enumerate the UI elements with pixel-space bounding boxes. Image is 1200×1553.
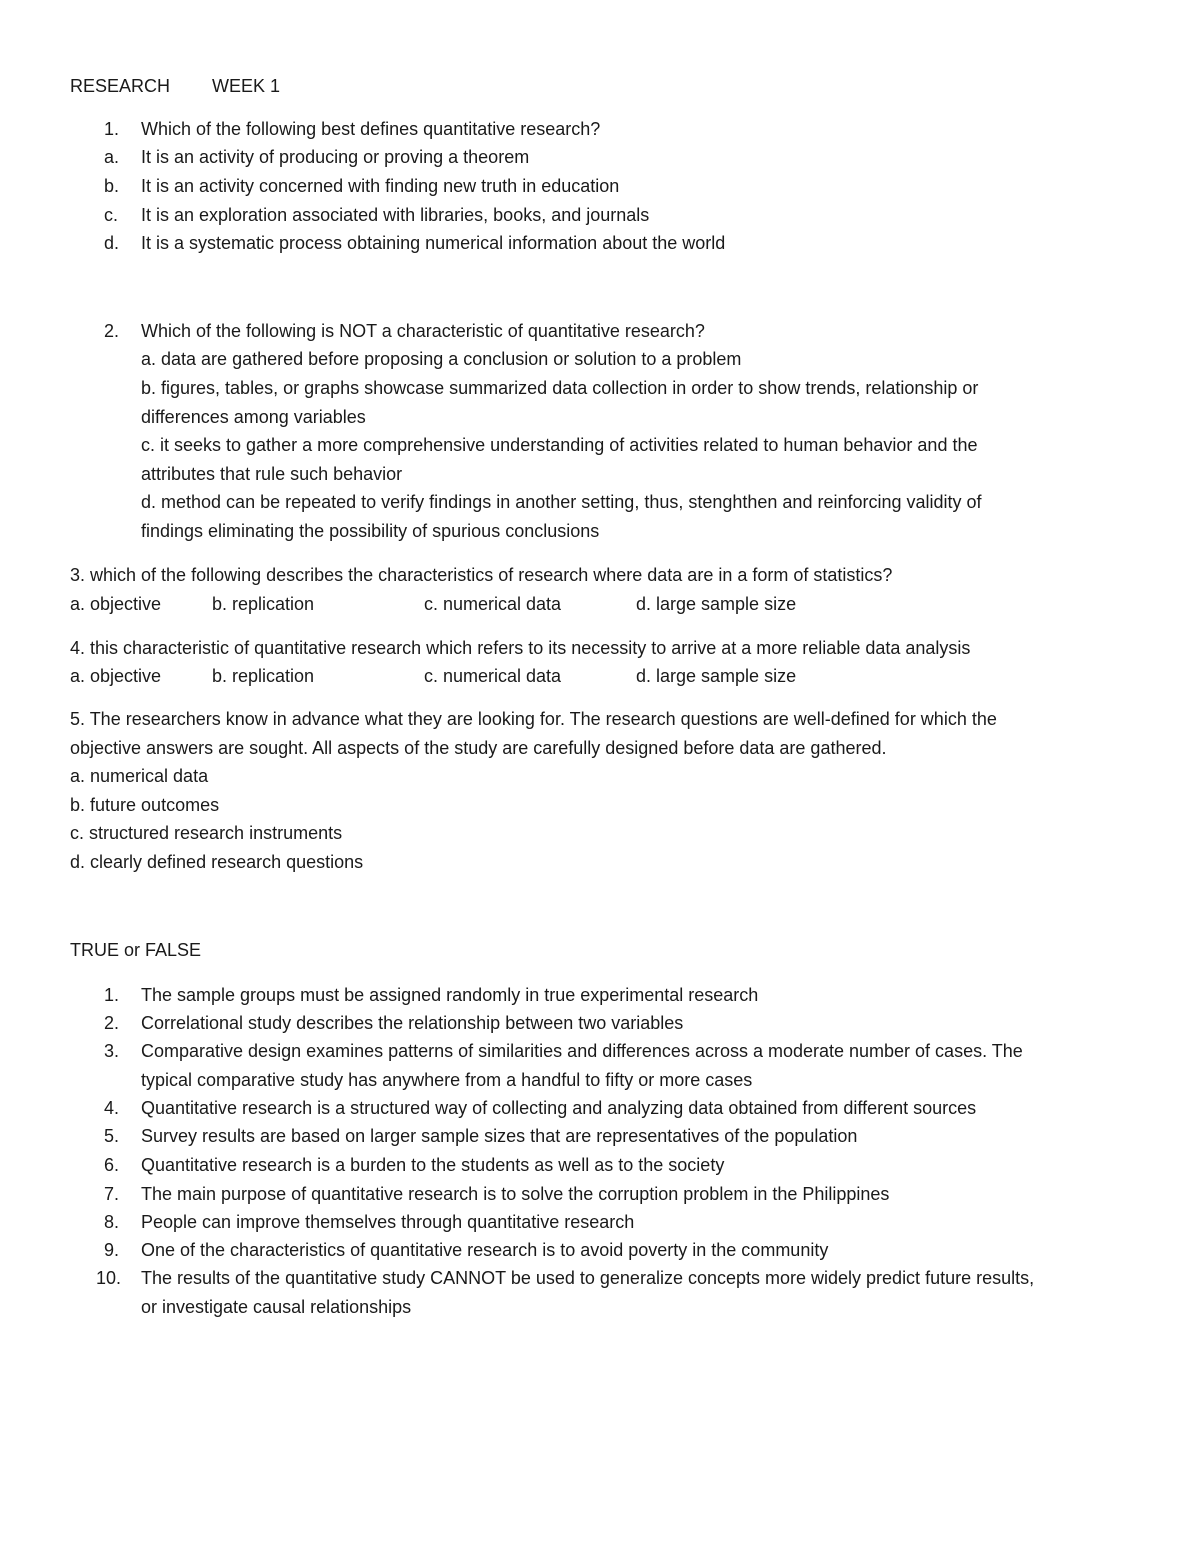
tf-item-text: The results of the quantitative study CANNOT be used to generalize concepts more widely predict future results, — [141, 1268, 1035, 1288]
tf-item-text: Survey results are based on larger sample sizes that are representatives of the population — [141, 1126, 858, 1146]
tf-item-text: Quantitative research is a burden to the students as well as to the society — [141, 1155, 725, 1175]
q3-option: b. replication — [212, 594, 315, 614]
doc-week: WEEK 1 — [212, 76, 281, 96]
q3-option: d. large sample size — [636, 594, 797, 614]
q4-option: a. objective — [70, 666, 162, 686]
q5-option: b. future outcomes — [70, 795, 220, 815]
q5-line: 5. The researchers know in advance what they are looking for. The research questions are well-defined for which the — [70, 709, 997, 729]
q2-question: Which of the following is NOT a characteristic of quantitative research? — [141, 321, 705, 341]
q1-option-letter: c. — [104, 205, 119, 225]
tf-item-number: 3. — [104, 1041, 120, 1061]
q3-option: c. numerical data — [424, 594, 562, 614]
tf-item-number: 9. — [104, 1240, 120, 1260]
q5-option: a. numerical data — [70, 766, 209, 786]
tf-item-text: or investigate causal relationships — [141, 1297, 412, 1317]
tf-item-number: 10. — [96, 1268, 122, 1288]
q2-line: differences among variables — [141, 407, 366, 427]
q4-option: b. replication — [212, 666, 315, 686]
q1-option-letter: d. — [104, 233, 120, 253]
q5-line: objective answers are sought. All aspects of the study are carefully designed before data are gathered. — [70, 738, 887, 758]
tf-item-text: One of the characteristics of quantitative research is to avoid poverty in the community — [141, 1240, 829, 1260]
tf-item-text: typical comparative study has anywhere from a handful to fifty or more cases — [141, 1070, 753, 1090]
tf-item-number: 5. — [104, 1126, 120, 1146]
q3-option: a. objective — [70, 594, 162, 614]
tf-item-number: 4. — [104, 1098, 120, 1118]
q4-option: c. numerical data — [424, 666, 562, 686]
q1-option-text: It is an activity concerned with finding new truth in education — [141, 176, 620, 196]
q3-question: 3. which of the following describes the characteristics of research where data are in a form of statistics? — [70, 565, 893, 585]
tf-item-text: Comparative design examines patterns of similarities and differences across a moderate number of cases. The — [141, 1041, 1023, 1061]
q1-option-letter: a. — [104, 147, 120, 167]
tf-item-number: 1. — [104, 985, 120, 1005]
doc-title: RESEARCH — [70, 76, 171, 96]
tf-title: TRUE or FALSE — [70, 940, 202, 960]
q1-question: Which of the following best defines quantitative research? — [141, 119, 601, 139]
q4-question: 4. this characteristic of quantitative research which refers to its necessity to arrive at a more reliable data analysis — [70, 638, 971, 658]
q1-option-text: It is an exploration associated with libraries, books, and journals — [141, 205, 650, 225]
q2-line: attributes that rule such behavior — [141, 464, 403, 484]
q4-option: d. large sample size — [636, 666, 797, 686]
tf-item-text: The sample groups must be assigned randomly in true experimental research — [141, 985, 759, 1005]
q2-line: b. figures, tables, or graphs showcase summarized data collection in order to show trends, relationship or — [141, 378, 979, 398]
q2-line: c. it seeks to gather a more comprehensive understanding of activities related to human behavior and the — [141, 435, 978, 455]
tf-item-text: People can improve themselves through quantitative research — [141, 1212, 635, 1232]
q2-line: d. method can be repeated to verify findings in another setting, thus, stenghthen and reinforcing validity of — [141, 492, 982, 512]
q2-number: 2. — [104, 321, 120, 341]
tf-item-number: 8. — [104, 1212, 120, 1232]
tf-item-number: 7. — [104, 1184, 120, 1204]
q1-option-text: It is an activity of producing or proving a theorem — [141, 147, 530, 167]
q5-option: d. clearly defined research questions — [70, 852, 364, 872]
tf-item-number: 2. — [104, 1013, 120, 1033]
q2-line: a. data are gathered before proposing a conclusion or solution to a problem — [141, 349, 742, 369]
tf-item-number: 6. — [104, 1155, 120, 1175]
q1-option-text: It is a systematic process obtaining numerical information about the world — [141, 233, 726, 253]
tf-item-text: Correlational study describes the relationship between two variables — [141, 1013, 684, 1033]
q1-number: 1. — [104, 119, 120, 139]
q2-line: findings eliminating the possibility of spurious conclusions — [141, 521, 600, 541]
tf-item-text: Quantitative research is a structured way of collecting and analyzing data obtained from different sources — [141, 1098, 977, 1118]
q1-option-letter: b. — [104, 176, 120, 196]
q5-option: c. structured research instruments — [70, 823, 343, 843]
tf-item-text: The main purpose of quantitative research is to solve the corruption problem in the Philippines — [141, 1184, 890, 1204]
